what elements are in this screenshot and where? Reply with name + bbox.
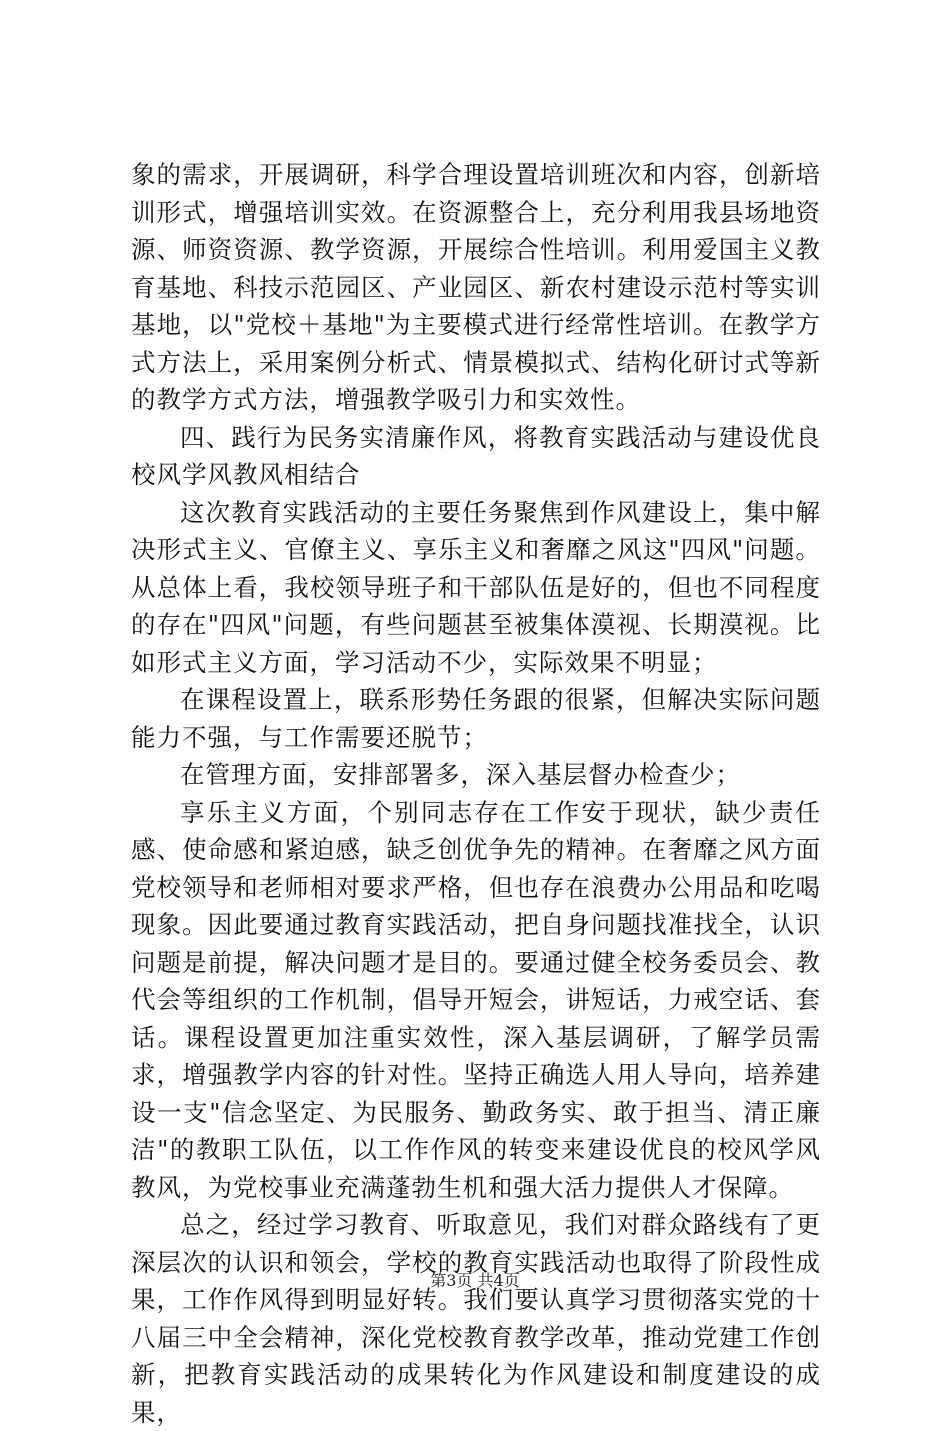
section-heading: 四、践行为民务实清廉作风，将教育实践活动与建设优良校风学风教风相结合 xyxy=(131,422,821,489)
paragraph: 在课程设置上，联系形势任务跟的很紧，但解决实际问题能力不强，与工作需要还脱节； xyxy=(131,685,821,752)
page-number-footer: 第3页 共4页 xyxy=(430,1271,520,1290)
paragraph-continuation: 象的需求，开展调研，科学合理设置培训班次和内容，创新培训形式，增强培训实效。在资源整合上，充分利用我县场地资源、师资资源、教学资源，开展综合性培训。利用爱国主义教育基地、科技示范园区、产业园区、新农村建设示范村等实训基地，以"党校＋基地"为主要模式进行经常性培训。在教学方式方法上，采用案例分析式、情景模拟式、结构化研讨式等新的教学方式方法，增强教学吸引力和实效性。 xyxy=(131,160,821,414)
paragraph: 这次教育实践活动的主要任务聚焦到作风建设上，集中解决形式主义、官僚主义、享乐主义和奢靡之风这"四风"问题。从总体上看，我校领导班子和干部队伍是好的，但也不同程度的存在"四风"问题，有些问题甚至被集体漠视、长期漠视。比如形式主义方面，学习活动不少，实际效果不明显； xyxy=(131,497,821,677)
paragraph: 总之，经过学习教育、听取意见，我们对群众路线有了更深层次的认识和领会，学校的教育实践活动也取得了阶段性成果，工作作风得到明显好转。我们要认真学习贯彻落实党的十八届三中全会精神，深化党校教育教学改革，推动党建工作创新，把教育实践活动的成果转化为作风建设和制度建设的成果， xyxy=(131,1210,821,1427)
paragraph: 享乐主义方面，个别同志存在工作安于现状，缺少责任感、使命感和紧迫感，缺乏创优争先的精神。在奢靡之风方面党校领导和老师相对要求严格，但也存在浪费办公用品和吃喝现象。因此要通过教育实践活动，把自身问题找准找全，认识问题是前提，解决问题才是目的。要通过健全校务委员会、教代会等组织的工作机制，倡导开短会，讲短话，力戒空话、套话。课程设置更加注重实效性，深入基层调研，了解学员需求，增强教学内容的针对性。坚持正确选人用人导向，培养建设一支"信念坚定、为民服务、勤政务实、敢于担当、清正廉洁"的教职工队伍，以工作作风的转变来建设优良的校风学风教风，为党校事业充满蓬勃生机和强大活力提供人才保障。 xyxy=(131,797,821,1202)
paragraph: 在管理方面，安排部署多，深入基层督办检查少； xyxy=(180,760,741,789)
document-body xyxy=(131,156,821,1431)
